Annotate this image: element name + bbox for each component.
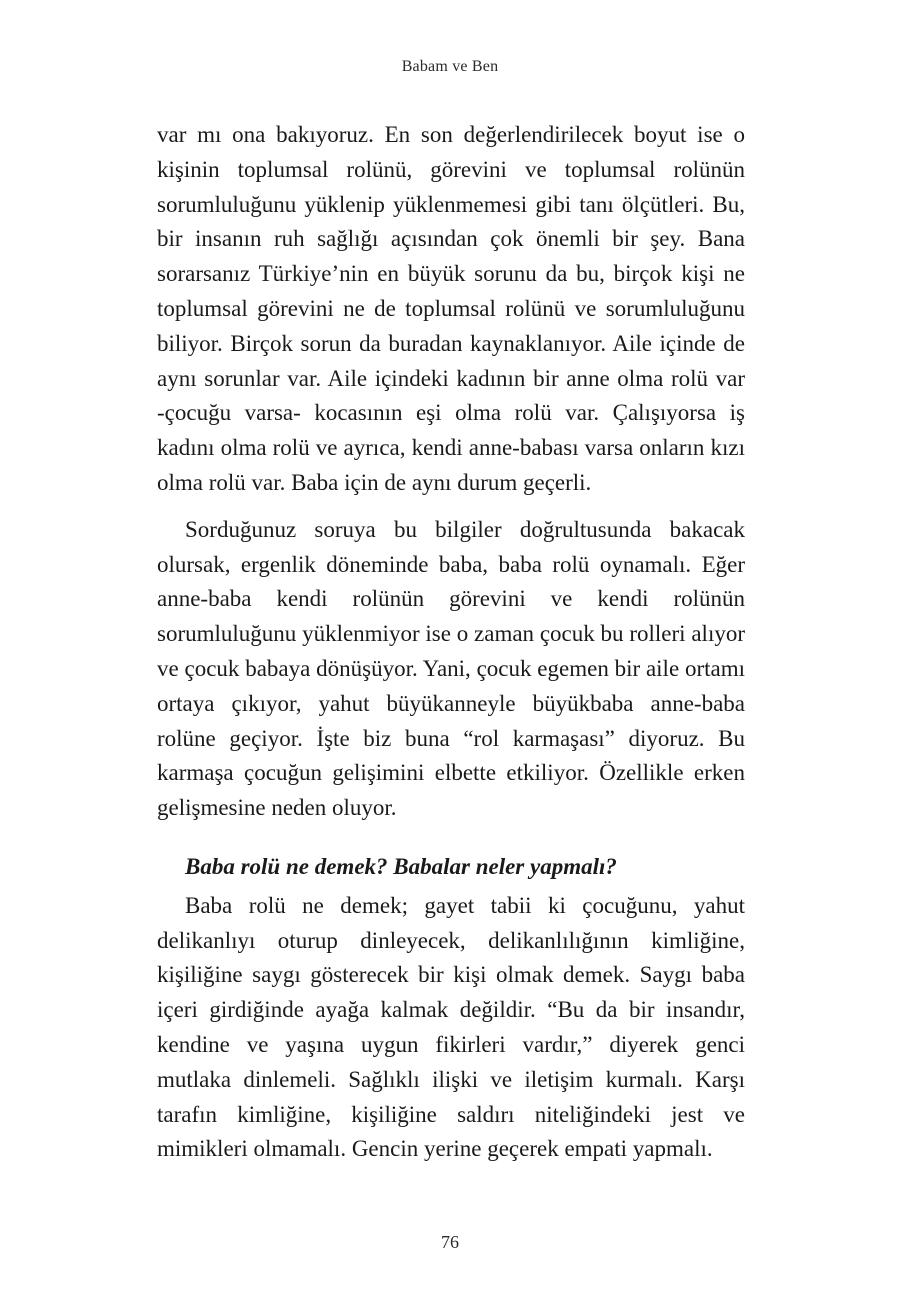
paragraph-1: var mı ona bakıyoruz. En son değerlendirilecek boyut ise o kişinin toplumsal rolünü, görevini ve toplumsal rolünün sorumluluğunu yüklenip yüklenmemesi gibi tanı ölçütleri. Bu, bir insanın ruh sağlığı açısından çok önemli bir şey. Bana sorarsanız Türkiye’nin en büyük sorunu da bu, birçok kişi ne toplumsal görevini ne de toplumsal rolünü ve sorumluluğunu biliyor. Birçok sorun da buradan kaynaklanıyor. Aile içinde de aynı sorunlar var. Aile içindeki kadının bir anne olma rolü var -çocuğu varsa- kocasının eşi olma rolü var. Çalışıyorsa iş kadını olma rolü ve ayrıca, kendi anne-babası varsa onların kızı olma rolü var. Baba için de aynı durum geçerli. (157, 122, 745, 495)
running-header: Babam ve Ben (401, 58, 499, 75)
paragraph-3: Baba rolü ne demek; gayet tabii ki çocuğunu, yahut delikanlıyı oturup dinleyecek, delikanlılığının kimliğine, kişiliğine saygı gösterecek bir kişi olmak demek. Saygı baba içeri girdiğinde ayağa kalmak değildir. “Bu da bir insandır, kendine ve yaşına uygun fikirleri vardır,” diyerek genci mutlaka dinlemeli. Sağlıklı ilişki ve iletişim kurmalı. Karşı tarafın kimliğine, kişiliğine saldırı niteliğindeki jest ve mimikleri olmamalı. Gencin yerine geçerek empati yapmalı. (157, 892, 745, 1162)
paragraph-2: Sorduğunuz soruya bu bilgiler doğrultusunda bakacak olursak, ergenlik döneminde baba, baba rolü oynamalı. Eğer anne-baba kendi rolünün görevini ve kendi rolünün sorumluluğunu yüklenmiyor ise o zaman çocuk bu rolleri alıyor ve çocuk babaya dönüşüyor. Yani, çocuk egemen bir aile ortamı ortaya çıkıyor, yahut büyükanneyle büyükbaba anne-baba rolüne geçiyor. İşte biz buna “rol karmaşası” diyoruz. Bu karmaşa çocuğun gelişimini elbette etkiliyor. Özellikle erken gelişmesine neden oluyor. (157, 516, 745, 821)
body-text (157, 118, 745, 1167)
page-number: 76 (441, 1232, 459, 1252)
section-heading: Baba rolü ne demek? Babalar neler yapmalı? (185, 853, 617, 879)
